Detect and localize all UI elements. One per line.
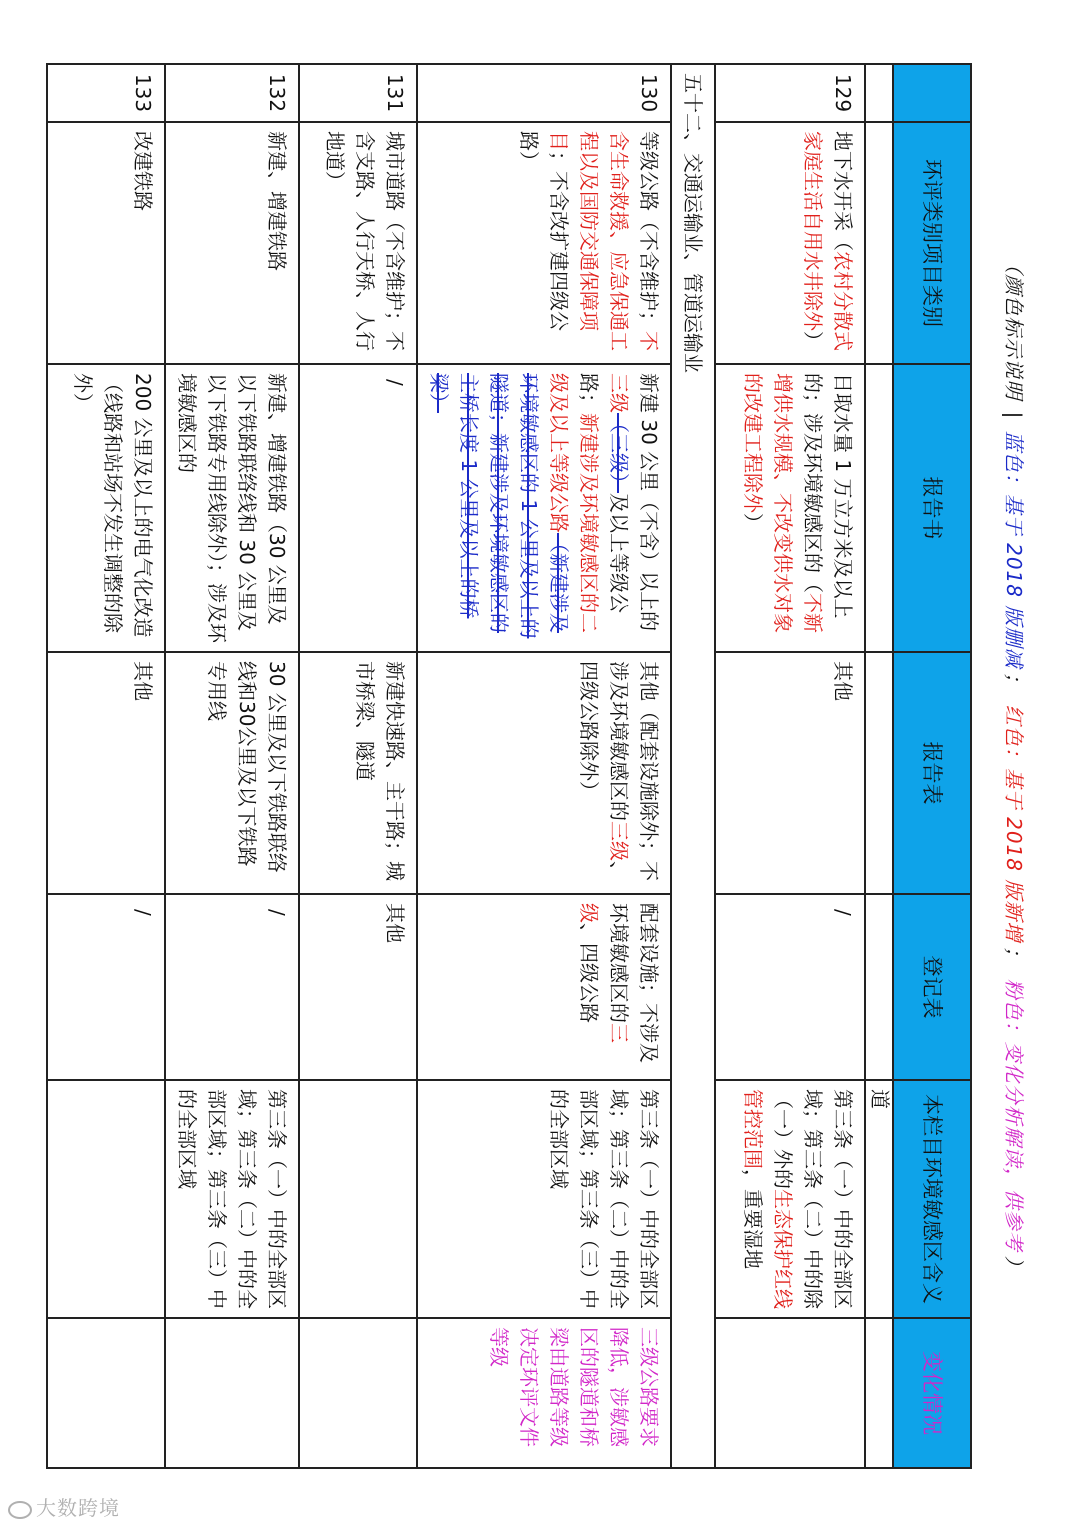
table-row-131 [299, 64, 417, 1468]
header-registration-form: 登记表 [893, 894, 971, 1080]
report-form-cell: 其他 [715, 652, 865, 894]
header-change: 变化情况 [893, 1318, 971, 1468]
watermark-logo-icon [8, 1501, 32, 1519]
legend-suffix: ） [1002, 1255, 1026, 1277]
header-row [893, 64, 971, 1468]
change-cell [715, 1318, 865, 1468]
registration-form-cell: 配套设施；不涉及环境敏感区的三级、四级公路 [417, 894, 671, 1080]
report-book-cell: 日取水量 1 万立方米及以上的；涉及环境敏感区的（不新增供水规模、不改变供水对象的改建工程除外） [715, 364, 865, 652]
sensitive-area-cell: 第三条（一）中的全部区域；第三条（二）中的除（一）外的生态保护红线管控范围，重要湿地 [715, 1080, 865, 1318]
report-form-cell: 其他（配套设施除外；不涉及环境敏感区的三级、四级公路除外） [417, 652, 671, 894]
watermark: 大数跨境 [8, 1492, 120, 1521]
row-number: 131 [299, 64, 417, 122]
header-report-book: 报告书 [893, 364, 971, 652]
registration-form-cell: / [165, 894, 299, 1080]
table-row-129 [715, 64, 865, 1468]
report-form-cell: 其他 [47, 652, 165, 894]
rotated-document [60, 63, 1026, 1467]
row-number: 130 [417, 64, 671, 122]
report-form-cell: 新建快速路、主干路；城市桥梁、隧道 [299, 652, 417, 894]
report-book-cell: 新建 30 公里（不含）以上的三级（三级）及以上等级公路；新建涉及环境敏感区的二级及以上等级公路（新建涉及环境敏感区的 1 公里及以上的隧道；新建涉及环境敏感区的主桥长度 1 公里及以上的桥梁） [417, 364, 671, 652]
registration-form-cell: / [47, 894, 165, 1080]
color-legend [1001, 63, 1030, 1467]
classification-table [46, 63, 972, 1469]
sensitive-area-cell [47, 1080, 165, 1318]
legend-red: 红色：基于 2018 版新增 [1002, 704, 1026, 943]
table-row-132 [165, 64, 299, 1468]
sensitive-area-cell: 第三条（一）中的全部区域；第三条（二）中的全部区域；第三条（三）中的全部区域 [417, 1080, 671, 1318]
sensitive-area-cell: 道 [865, 1080, 893, 1318]
report-book-cell: 新建、增建铁路（30 公里及以下铁路联络线和 30 公里及以下铁路专用线除外）；涉及环境敏感区的 [165, 364, 299, 652]
report-book-cell: / [299, 364, 417, 652]
row-number: 133 [47, 64, 165, 122]
registration-form-cell: 其他 [299, 894, 417, 1080]
header-report-form: 报告表 [893, 652, 971, 894]
project-category-cell: 城市道路（不含维护；不含支路、人行天桥、人行地道） [299, 122, 417, 364]
change-cell: 三级公路要求降低，涉敏感区的隧道和桥梁由道路等级决定环评文件等级 [417, 1318, 671, 1468]
project-category-cell: 新建、增建铁路 [165, 122, 299, 364]
project-category-cell: 等级公路（不含维护；不含生命救援、应急保通工程以及国防交通保障项目；不含改扩建四级公路） [417, 122, 671, 364]
header-index [893, 64, 971, 122]
section-row-52 [671, 64, 715, 1468]
project-category-cell: 地下水开采（农村分散式家庭生活自用水井除外） [715, 122, 865, 364]
header-sensitive-area: 本栏目环境敏感区含义 [893, 1080, 971, 1318]
row-number: 132 [165, 64, 299, 122]
registration-form-cell: / [715, 894, 865, 1080]
project-category-cell: 改建铁路 [47, 122, 165, 364]
change-cell [47, 1318, 165, 1468]
report-book-cell: 200 公里及以上的电气化改造（线路和站场不发生调整的除外） [47, 364, 165, 652]
legend-pink: 粉色：变化分析解读，供参考 [1002, 978, 1026, 1252]
sensitive-area-cell [299, 1080, 417, 1318]
change-cell [165, 1318, 299, 1468]
legend-separator: | [1002, 411, 1026, 420]
table-row-130 [417, 64, 671, 1468]
legend-separator: ； [1002, 672, 1026, 694]
table-row-133 [47, 64, 165, 1468]
report-form-cell: 30 公里及以下铁路联络线和30公里及以下铁路专用线 [165, 652, 299, 894]
section-title: 五十二、交通运输业、管道运输业 [671, 64, 715, 1468]
legend-prefix: （颜色标示说明 [1002, 253, 1026, 401]
table-row-carryover [865, 64, 893, 1468]
row-number: 129 [715, 64, 865, 122]
sensitive-area-cell: 第三条（一）中的全部区域；第三条（二）中的全部区域；第三条（三）中的全部区域 [165, 1080, 299, 1318]
legend-separator: ； [1002, 946, 1026, 968]
header-project-category: 环评类别项目类别 [893, 122, 971, 364]
change-cell [299, 1318, 417, 1468]
legend-blue: 蓝色：基于 2018 版删减 [1002, 430, 1026, 669]
